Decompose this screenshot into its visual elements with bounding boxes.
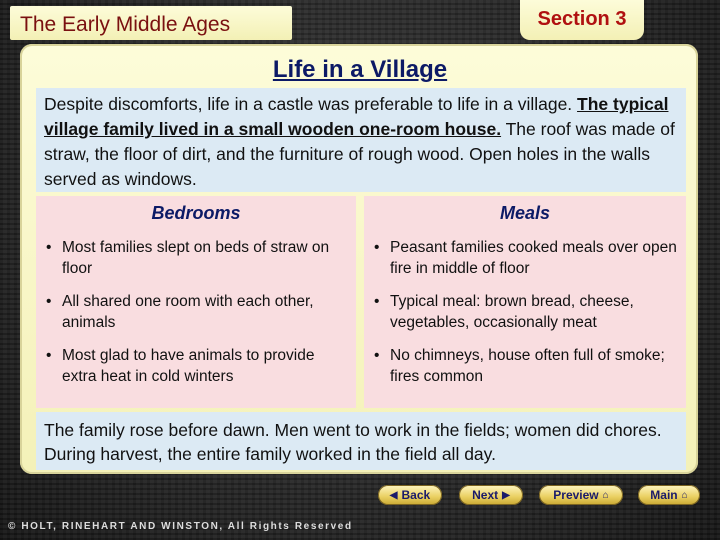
meals-heading: Meals xyxy=(499,203,551,223)
list-item xyxy=(374,345,678,387)
bullet-icon: • xyxy=(46,239,52,256)
list-item xyxy=(46,237,348,279)
list-item-text: All shared one room with each other, animals xyxy=(62,293,314,331)
slide-title: Life in a Village xyxy=(272,56,448,83)
intro-text-continued: The roof was made of straw, the floor of dirt, and the furniture of rough wood. Open holes in the walls served as windows. xyxy=(44,119,675,189)
bullet-icon: • xyxy=(46,293,52,310)
next-button-label: Next xyxy=(472,488,499,502)
closing-text: The family rose before dawn. Men went to work in the fields; women did chores. During harvest, the entire family worked in the field all day. xyxy=(44,420,662,464)
meals-column xyxy=(364,196,686,408)
bullet-icon: • xyxy=(374,239,380,256)
next-button[interactable] xyxy=(459,485,523,505)
bullet-icon: • xyxy=(374,293,380,310)
list-item xyxy=(374,237,678,279)
bullet-icon: • xyxy=(46,347,52,364)
list-item xyxy=(46,345,348,387)
list-item-text: Typical meal: brown bread, cheese, vegetables, occasionally meat xyxy=(390,293,634,331)
chapter-title-box xyxy=(10,6,292,40)
main-button[interactable] xyxy=(638,485,700,505)
section-label: Section 3 xyxy=(537,8,627,30)
home-icon: ⌂ xyxy=(602,489,609,501)
intro-highlight-text: The typical village family lived in a small wooden one-room house. xyxy=(44,94,669,139)
bedrooms-column xyxy=(36,196,356,408)
navigation-bar xyxy=(0,485,720,507)
bullet-icon: • xyxy=(374,347,380,364)
back-button[interactable] xyxy=(378,485,442,505)
list-item xyxy=(46,291,348,333)
preview-button-label: Preview xyxy=(553,488,599,502)
list-item-text: No chimneys, house often full of smoke; fires common xyxy=(390,347,665,385)
main-button-label: Main xyxy=(650,488,678,502)
home-icon: ⌂ xyxy=(681,489,688,501)
preview-button[interactable] xyxy=(539,485,623,505)
copyright-notice: © HOLT, RINEHART AND WINSTON, All Rights Reserved xyxy=(8,521,353,532)
arrow-right-icon: ▶ xyxy=(502,489,510,501)
section-tab xyxy=(520,0,644,40)
bedrooms-heading: Bedrooms xyxy=(151,203,241,223)
bedrooms-list xyxy=(36,237,356,387)
list-item-text: Peasant families cooked meals over open fire in middle of floor xyxy=(390,239,677,277)
list-item-text: Most glad to have animals to provide extra heat in cold winters xyxy=(62,347,315,385)
list-item-text: Most families slept on beds of straw on floor xyxy=(62,239,330,277)
intro-text-box xyxy=(36,88,686,192)
intro-text: Despite discomforts, life in a castle was preferable to life in a village. xyxy=(44,94,573,114)
list-item xyxy=(374,291,678,333)
arrow-left-icon: ◀ xyxy=(389,489,398,501)
closing-text-box xyxy=(36,412,686,470)
back-button-label: Back xyxy=(401,488,431,502)
chapter-title: The Early Middle Ages xyxy=(20,13,231,36)
meals-list xyxy=(364,237,686,387)
